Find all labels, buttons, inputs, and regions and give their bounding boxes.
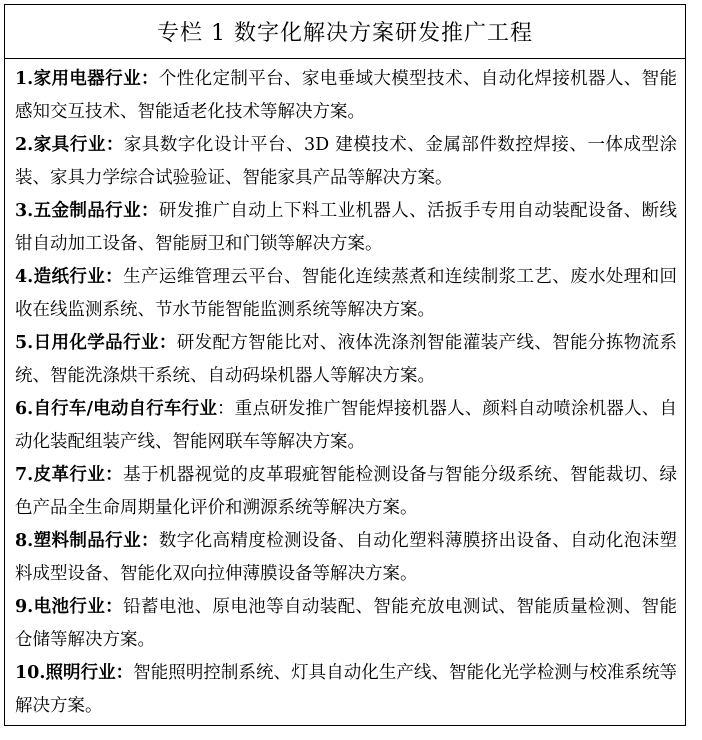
item-number: 5.	[15, 333, 34, 353]
item-description: 研发配方智能比对、液体洗涤剂智能灌装产线、智能分拣物流系统、智能洗涤烘干系统、自动码垛机器人等解决方案。	[15, 333, 678, 386]
item-number: 9.	[15, 597, 34, 617]
item-industry: 电池行业：	[33, 597, 124, 617]
list-item	[15, 657, 677, 723]
item-list	[5, 59, 685, 723]
item-industry: 造纸行业：	[33, 267, 124, 287]
item-description: 数字化高精度检测设备、自动化塑料薄膜挤出设备、自动化泡沫塑料成型设备、智能化双向拉伸薄膜设备等解决方案。	[15, 531, 678, 584]
list-item	[15, 327, 677, 393]
item-industry: 家用电器行业：	[33, 69, 159, 89]
item-description: 生产运维管理云平台、智能化连续蒸煮和连续制浆工艺、废水处理和回收在线监测系统、节水节能智能监测系统等解决方案。	[15, 267, 678, 320]
item-number: 2.	[15, 135, 34, 155]
item-number: 6.	[15, 399, 34, 419]
item-description: 家具数字化设计平台、3D 建模技术、金属部件数控焊接、一体成型涂装、家具力学综合试验验证、智能家具产品等解决方案。	[15, 135, 678, 188]
item-number: 1.	[15, 69, 34, 89]
item-industry: 日用化学品行业：	[33, 333, 177, 353]
item-description: 基于机器视觉的皮革瑕疵智能检测设备与智能分级系统、智能裁切、绿色产品全生命周期量化评价和溯源系统等解决方案。	[15, 465, 678, 518]
list-item	[15, 195, 677, 261]
item-number: 10.	[15, 663, 46, 683]
item-description: 铅蓄电池、原电池等自动装配、智能充放电测试、智能质量检测、智能仓储等解决方案。	[15, 597, 678, 650]
item-description: ：重点研发推广智能焊接机器人、颜料自动喷涂机器人、自动化装配组装产线、智能网联车等解决方案。	[15, 399, 677, 452]
item-industry: 家具行业：	[33, 135, 124, 155]
item-number: 4.	[15, 267, 34, 287]
list-item	[15, 525, 677, 591]
list-item	[15, 393, 677, 459]
item-description: 个性化定制平台、家电垂域大模型技术、自动化焊接机器人、智能感知交互技术、智能适老化技术等解决方案。	[15, 69, 678, 122]
item-industry: 五金制品行业：	[33, 201, 159, 221]
list-item	[15, 459, 677, 525]
feature-box	[4, 4, 686, 726]
item-industry: 自行车/电动自行车行业	[33, 399, 218, 419]
item-description: 研发推广自动上下料工业机器人、活扳手专用自动装配设备、断线钳自动加工设备、智能厨卫和门锁等解决方案。	[15, 201, 678, 254]
list-item	[15, 129, 677, 195]
list-item	[15, 591, 677, 657]
box-title: 专栏 1 数字化解决方案研发推广工程	[5, 5, 685, 59]
item-industry: 塑料制品行业：	[33, 531, 159, 551]
list-item	[15, 63, 677, 129]
list-item	[15, 261, 677, 327]
item-number: 3.	[15, 201, 34, 221]
item-number: 7.	[15, 465, 34, 485]
item-industry: 皮革行业：	[33, 465, 124, 485]
item-description: 智能照明控制系统、灯具自动化生产线、智能化光学检测与校准系统等解决方案。	[15, 663, 678, 716]
item-industry: 照明行业：	[45, 663, 134, 683]
item-number: 8.	[15, 531, 34, 551]
